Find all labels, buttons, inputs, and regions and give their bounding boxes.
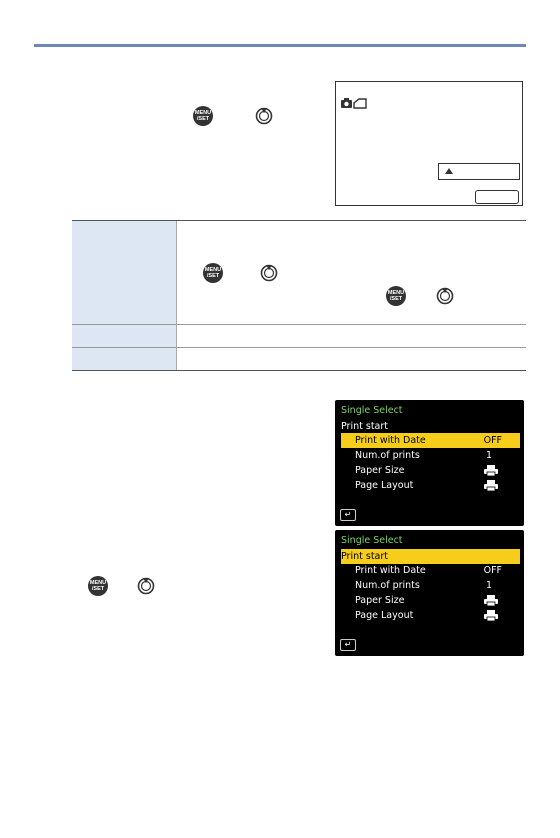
table-row-2-header (72, 325, 176, 347)
table-column-divider (176, 221, 177, 371)
camera-screen-2 (335, 530, 524, 656)
back-arrow-icon[interactable]: ↵ (340, 639, 356, 651)
menu-item-print-with-date[interactable]: Print with Date OFF (355, 565, 502, 576)
table-row-3-header (72, 348, 176, 370)
printer-icon (484, 595, 498, 606)
menu-item-print-start[interactable]: Print start (341, 421, 388, 432)
printer-icon (484, 465, 498, 476)
screen-title: Single Select (341, 535, 403, 546)
printer-icon (484, 480, 498, 491)
back-arrow-icon[interactable]: ↵ (340, 509, 356, 521)
header-rule (34, 44, 526, 47)
print-connection-icon (340, 96, 370, 110)
menu-set-button-icon: MENU /SET (203, 263, 223, 283)
menu-item-paper-size[interactable]: Paper Size (341, 593, 520, 608)
screen-title: Single Select (341, 405, 403, 416)
menu-item-page-layout[interactable]: Page Layout (341, 478, 520, 493)
menu-item-num-of-prints[interactable]: Num.of prints 1 (355, 450, 492, 461)
table-row-1-header (72, 221, 176, 324)
menu-item-print-start[interactable]: Print start (341, 549, 520, 564)
menu-item-num-of-prints[interactable]: Num.of prints 1 (355, 580, 492, 591)
up-triangle-icon (445, 168, 453, 174)
camera-screen-1 (335, 400, 524, 526)
monitor-soft-button (475, 190, 519, 204)
dial-icon (136, 575, 156, 595)
dial-icon (254, 105, 274, 125)
menu-item-page-layout[interactable]: Page Layout (341, 608, 520, 623)
dial-icon (435, 285, 455, 305)
menu-set-button-icon: MENU /SET (386, 286, 406, 306)
printer-icon (484, 610, 498, 621)
dial-icon (259, 262, 279, 282)
menu-set-button-icon: MENU /SET (193, 106, 213, 126)
monitor-selection-bar (438, 163, 520, 180)
table-bottom-rule (72, 370, 526, 371)
menu-item-print-with-date[interactable]: Print with Date OFF (341, 433, 520, 448)
menu-item-paper-size[interactable]: Paper Size (341, 463, 520, 478)
menu-set-button-icon: MENU /SET (88, 576, 108, 596)
